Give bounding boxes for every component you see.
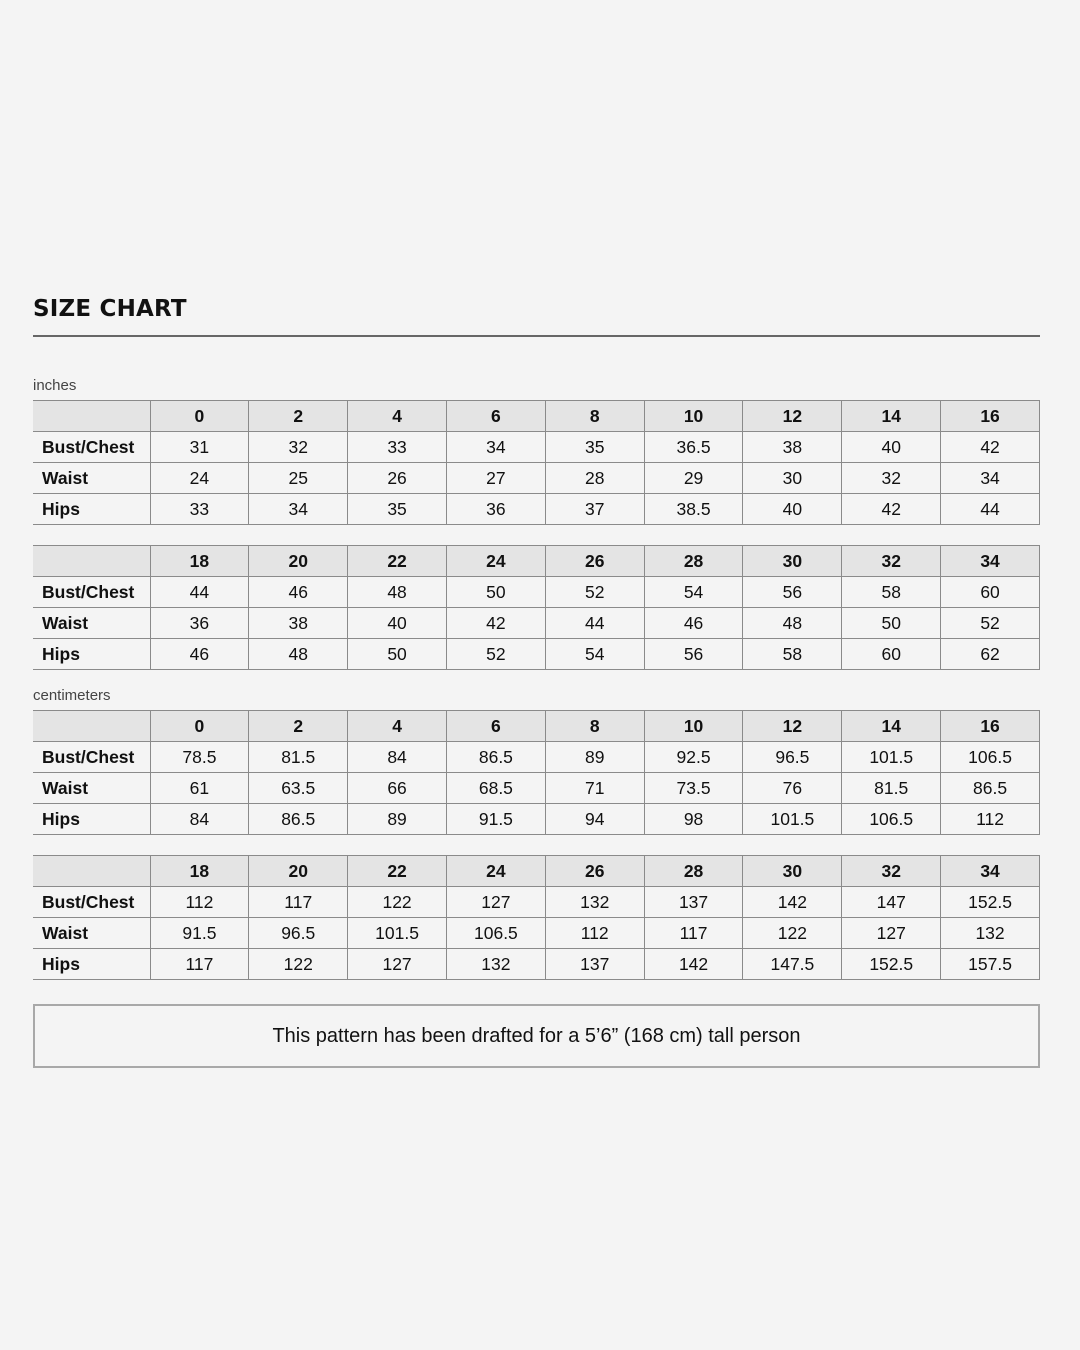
measurement-value-cell: 56 bbox=[743, 577, 842, 608]
measurement-value-cell: 60 bbox=[842, 639, 941, 670]
measurement-value-cell: 98 bbox=[644, 804, 743, 835]
measurement-value-cell: 38 bbox=[743, 432, 842, 463]
measurement-value-cell: 35 bbox=[348, 494, 447, 525]
measurement-label: Bust/Chest bbox=[33, 577, 150, 608]
measurement-value-cell: 91.5 bbox=[150, 918, 249, 949]
measurement-value-cell: 52 bbox=[446, 639, 545, 670]
measurement-value-cell: 101.5 bbox=[842, 742, 941, 773]
measurement-value-cell: 44 bbox=[941, 494, 1040, 525]
measurement-value-cell: 40 bbox=[348, 608, 447, 639]
measurement-value-cell: 40 bbox=[842, 432, 941, 463]
measurement-value-cell: 62 bbox=[941, 639, 1040, 670]
page-title: SIZE CHART bbox=[33, 296, 187, 322]
measurement-value-cell: 52 bbox=[941, 608, 1040, 639]
measurement-value-cell: 38.5 bbox=[644, 494, 743, 525]
title-divider bbox=[33, 335, 1040, 337]
measurement-value-cell: 42 bbox=[446, 608, 545, 639]
measurement-value-cell: 106.5 bbox=[446, 918, 545, 949]
size-header-cell: 18 bbox=[150, 856, 249, 887]
measurement-row bbox=[33, 608, 1040, 639]
measurement-value-cell: 34 bbox=[249, 494, 348, 525]
size-header-cell: 26 bbox=[545, 546, 644, 577]
measurement-value-cell: 84 bbox=[150, 804, 249, 835]
size-header-cell: 30 bbox=[743, 856, 842, 887]
measurement-label: Waist bbox=[33, 463, 150, 494]
size-table-inches-2 bbox=[33, 545, 1040, 670]
measurement-value-cell: 106.5 bbox=[941, 742, 1040, 773]
measurement-label: Hips bbox=[33, 804, 150, 835]
measurement-value-cell: 106.5 bbox=[842, 804, 941, 835]
measurement-label: Waist bbox=[33, 773, 150, 804]
size-header-cell: 24 bbox=[446, 856, 545, 887]
size-header-cell: 30 bbox=[743, 546, 842, 577]
measurement-row bbox=[33, 639, 1040, 670]
size-header-cell: 14 bbox=[842, 711, 941, 742]
measurement-value-cell: 35 bbox=[545, 432, 644, 463]
measurement-value-cell: 92.5 bbox=[644, 742, 743, 773]
measurement-value-cell: 122 bbox=[249, 949, 348, 980]
measurement-label: Hips bbox=[33, 949, 150, 980]
measurement-value-cell: 122 bbox=[743, 918, 842, 949]
measurement-value-cell: 42 bbox=[941, 432, 1040, 463]
size-header-cell: 20 bbox=[249, 856, 348, 887]
measurement-value-cell: 81.5 bbox=[842, 773, 941, 804]
measurement-value-cell: 71 bbox=[545, 773, 644, 804]
measurement-row bbox=[33, 463, 1040, 494]
measurement-value-cell: 58 bbox=[842, 577, 941, 608]
measurement-value-cell: 68.5 bbox=[446, 773, 545, 804]
measurement-value-cell: 25 bbox=[249, 463, 348, 494]
measurement-label: Bust/Chest bbox=[33, 432, 150, 463]
size-header-cell: 0 bbox=[150, 401, 249, 432]
size-header-cell: 6 bbox=[446, 711, 545, 742]
measurement-value-cell: 26 bbox=[348, 463, 447, 494]
measurement-value-cell: 54 bbox=[545, 639, 644, 670]
measurement-value-cell: 89 bbox=[545, 742, 644, 773]
size-header-cell: 16 bbox=[941, 401, 1040, 432]
measurement-value-cell: 50 bbox=[842, 608, 941, 639]
measurement-value-cell: 32 bbox=[249, 432, 348, 463]
measurement-value-cell: 86.5 bbox=[941, 773, 1040, 804]
measurement-value-cell: 50 bbox=[446, 577, 545, 608]
size-header-cell: 32 bbox=[842, 856, 941, 887]
size-table-centimeters-2 bbox=[33, 855, 1040, 980]
measurement-value-cell: 30 bbox=[743, 463, 842, 494]
measurement-value-cell: 127 bbox=[842, 918, 941, 949]
size-header-cell: 22 bbox=[348, 856, 447, 887]
size-header-row bbox=[33, 711, 1040, 742]
measurement-value-cell: 132 bbox=[446, 949, 545, 980]
measurement-value-cell: 147.5 bbox=[743, 949, 842, 980]
measurement-value-cell: 56 bbox=[644, 639, 743, 670]
size-header-cell: 16 bbox=[941, 711, 1040, 742]
measurement-value-cell: 117 bbox=[249, 887, 348, 918]
measurement-label: Hips bbox=[33, 639, 150, 670]
measurement-value-cell: 44 bbox=[545, 608, 644, 639]
measurement-row bbox=[33, 577, 1040, 608]
size-header-cell: 2 bbox=[249, 401, 348, 432]
corner-cell bbox=[33, 401, 150, 432]
measurement-value-cell: 84 bbox=[348, 742, 447, 773]
measurement-label: Waist bbox=[33, 918, 150, 949]
measurement-value-cell: 60 bbox=[941, 577, 1040, 608]
measurement-value-cell: 50 bbox=[348, 639, 447, 670]
measurement-value-cell: 46 bbox=[644, 608, 743, 639]
size-header-cell: 28 bbox=[644, 856, 743, 887]
size-header-cell: 20 bbox=[249, 546, 348, 577]
measurement-value-cell: 152.5 bbox=[941, 887, 1040, 918]
size-header-cell: 12 bbox=[743, 401, 842, 432]
measurement-value-cell: 94 bbox=[545, 804, 644, 835]
size-header-cell: 28 bbox=[644, 546, 743, 577]
measurement-value-cell: 112 bbox=[150, 887, 249, 918]
size-header-cell: 24 bbox=[446, 546, 545, 577]
measurement-value-cell: 96.5 bbox=[249, 918, 348, 949]
measurement-value-cell: 36 bbox=[150, 608, 249, 639]
measurement-value-cell: 58 bbox=[743, 639, 842, 670]
measurement-value-cell: 89 bbox=[348, 804, 447, 835]
size-header-row bbox=[33, 546, 1040, 577]
measurement-value-cell: 137 bbox=[545, 949, 644, 980]
size-header-cell: 26 bbox=[545, 856, 644, 887]
size-header-cell: 8 bbox=[545, 711, 644, 742]
measurement-value-cell: 24 bbox=[150, 463, 249, 494]
size-header-row bbox=[33, 401, 1040, 432]
size-header-cell: 34 bbox=[941, 856, 1040, 887]
size-header-cell: 8 bbox=[545, 401, 644, 432]
measurement-value-cell: 112 bbox=[545, 918, 644, 949]
measurement-row bbox=[33, 887, 1040, 918]
measurement-value-cell: 36.5 bbox=[644, 432, 743, 463]
measurement-value-cell: 132 bbox=[545, 887, 644, 918]
measurement-value-cell: 142 bbox=[644, 949, 743, 980]
size-table-centimeters-1 bbox=[33, 710, 1040, 835]
measurement-value-cell: 117 bbox=[150, 949, 249, 980]
measurement-label: Bust/Chest bbox=[33, 887, 150, 918]
measurement-value-cell: 117 bbox=[644, 918, 743, 949]
measurement-value-cell: 96.5 bbox=[743, 742, 842, 773]
measurement-value-cell: 54 bbox=[644, 577, 743, 608]
measurement-value-cell: 31 bbox=[150, 432, 249, 463]
measurement-value-cell: 40 bbox=[743, 494, 842, 525]
measurement-row bbox=[33, 742, 1040, 773]
measurement-value-cell: 33 bbox=[150, 494, 249, 525]
measurement-label: Bust/Chest bbox=[33, 742, 150, 773]
size-header-cell: 10 bbox=[644, 401, 743, 432]
size-chart-page bbox=[33, 0, 1040, 1350]
measurement-value-cell: 147 bbox=[842, 887, 941, 918]
measurement-value-cell: 42 bbox=[842, 494, 941, 525]
size-table-inches-1 bbox=[33, 400, 1040, 525]
height-note-box bbox=[33, 1004, 1040, 1068]
measurement-value-cell: 61 bbox=[150, 773, 249, 804]
measurement-row bbox=[33, 949, 1040, 980]
measurement-value-cell: 112 bbox=[941, 804, 1040, 835]
measurement-value-cell: 86.5 bbox=[446, 742, 545, 773]
measurement-row bbox=[33, 494, 1040, 525]
measurement-label: Hips bbox=[33, 494, 150, 525]
measurement-value-cell: 34 bbox=[446, 432, 545, 463]
measurement-value-cell: 101.5 bbox=[348, 918, 447, 949]
measurement-value-cell: 132 bbox=[941, 918, 1040, 949]
measurement-value-cell: 29 bbox=[644, 463, 743, 494]
measurement-value-cell: 66 bbox=[348, 773, 447, 804]
measurement-value-cell: 44 bbox=[150, 577, 249, 608]
unit-label-inches: inches bbox=[33, 377, 77, 394]
measurement-value-cell: 48 bbox=[348, 577, 447, 608]
measurement-value-cell: 73.5 bbox=[644, 773, 743, 804]
size-header-cell: 0 bbox=[150, 711, 249, 742]
size-header-row bbox=[33, 856, 1040, 887]
measurement-value-cell: 137 bbox=[644, 887, 743, 918]
size-header-cell: 6 bbox=[446, 401, 545, 432]
measurement-value-cell: 52 bbox=[545, 577, 644, 608]
measurement-row bbox=[33, 918, 1040, 949]
size-header-cell: 22 bbox=[348, 546, 447, 577]
measurement-value-cell: 91.5 bbox=[446, 804, 545, 835]
height-note-text: This pattern has been drafted for a 5’6” (168 cm) tall person bbox=[272, 1025, 801, 1047]
corner-cell bbox=[33, 546, 150, 577]
measurement-value-cell: 48 bbox=[249, 639, 348, 670]
measurement-value-cell: 127 bbox=[446, 887, 545, 918]
measurement-row bbox=[33, 432, 1040, 463]
measurement-value-cell: 36 bbox=[446, 494, 545, 525]
measurement-value-cell: 78.5 bbox=[150, 742, 249, 773]
size-header-cell: 10 bbox=[644, 711, 743, 742]
measurement-value-cell: 33 bbox=[348, 432, 447, 463]
size-header-cell: 32 bbox=[842, 546, 941, 577]
measurement-value-cell: 27 bbox=[446, 463, 545, 494]
measurement-value-cell: 37 bbox=[545, 494, 644, 525]
unit-label-centimeters: centimeters bbox=[33, 687, 111, 704]
measurement-value-cell: 34 bbox=[941, 463, 1040, 494]
measurement-value-cell: 46 bbox=[249, 577, 348, 608]
size-header-cell: 18 bbox=[150, 546, 249, 577]
measurement-value-cell: 86.5 bbox=[249, 804, 348, 835]
measurement-value-cell: 28 bbox=[545, 463, 644, 494]
measurement-value-cell: 48 bbox=[743, 608, 842, 639]
corner-cell bbox=[33, 711, 150, 742]
size-header-cell: 2 bbox=[249, 711, 348, 742]
measurement-value-cell: 46 bbox=[150, 639, 249, 670]
measurement-value-cell: 76 bbox=[743, 773, 842, 804]
measurement-value-cell: 142 bbox=[743, 887, 842, 918]
measurement-value-cell: 127 bbox=[348, 949, 447, 980]
measurement-label: Waist bbox=[33, 608, 150, 639]
measurement-value-cell: 157.5 bbox=[941, 949, 1040, 980]
size-header-cell: 34 bbox=[941, 546, 1040, 577]
size-header-cell: 14 bbox=[842, 401, 941, 432]
measurement-value-cell: 81.5 bbox=[249, 742, 348, 773]
measurement-value-cell: 38 bbox=[249, 608, 348, 639]
measurement-row bbox=[33, 773, 1040, 804]
size-header-cell: 12 bbox=[743, 711, 842, 742]
measurement-value-cell: 152.5 bbox=[842, 949, 941, 980]
size-header-cell: 4 bbox=[348, 401, 447, 432]
measurement-value-cell: 63.5 bbox=[249, 773, 348, 804]
measurement-value-cell: 32 bbox=[842, 463, 941, 494]
measurement-value-cell: 122 bbox=[348, 887, 447, 918]
measurement-row bbox=[33, 804, 1040, 835]
corner-cell bbox=[33, 856, 150, 887]
measurement-value-cell: 101.5 bbox=[743, 804, 842, 835]
size-header-cell: 4 bbox=[348, 711, 447, 742]
